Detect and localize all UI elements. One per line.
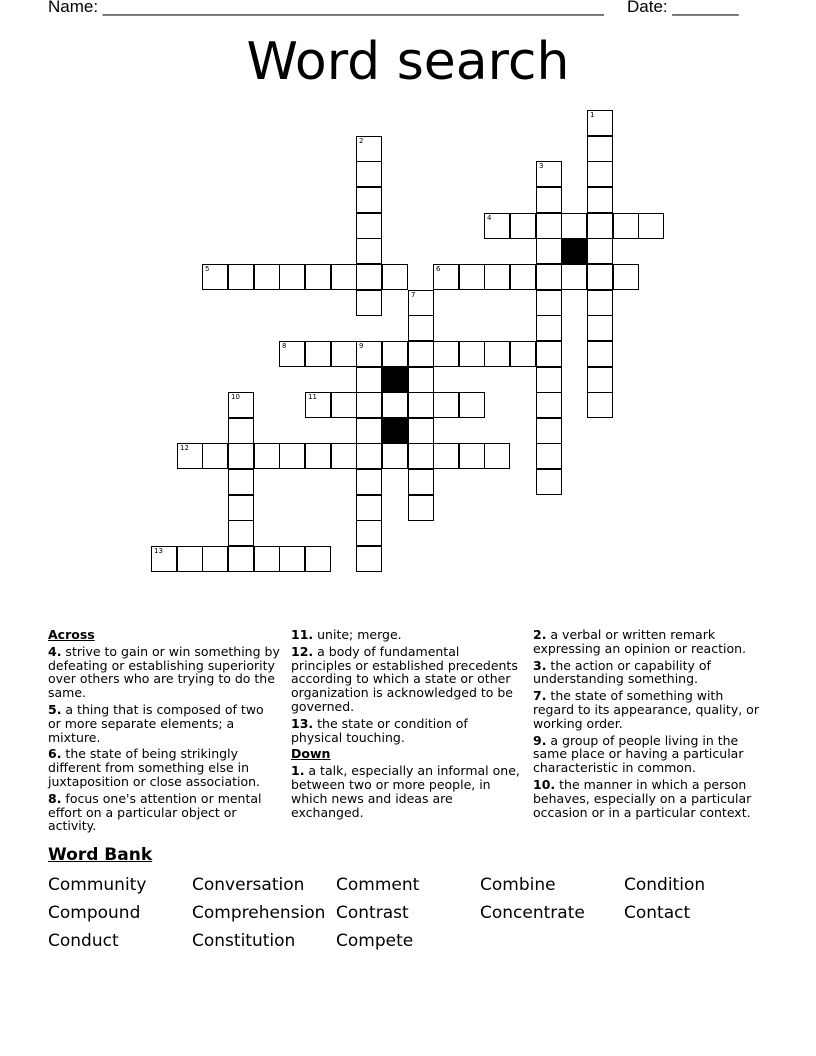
grid-cell[interactable] [587,290,613,316]
grid-cell[interactable] [587,341,613,367]
grid-cell[interactable] [536,213,562,239]
grid-cell[interactable] [228,520,254,546]
clue-down-2: 2. a verbal or written remark expressing an opinion or reaction. [533,627,747,656]
word-bank-word: Conversation [192,875,305,895]
word-bank-word: Comprehension [192,903,326,923]
grid-cell[interactable] [356,418,382,444]
grid-cell[interactable] [228,264,254,290]
clue-number: 8 [282,342,287,350]
clue-across-12: 12. a body of fundamental principles or established precedents according to which a state or other organization is acknowledged to be governed. [291,643,518,714]
grid-cell[interactable] [408,290,434,316]
grid-cell[interactable] [510,341,536,367]
grid-cell[interactable] [459,264,485,290]
grid-cell[interactable] [177,546,203,572]
grid-cell[interactable] [536,238,562,264]
grid-cell[interactable] [484,264,510,290]
grid-cell[interactable] [356,546,382,572]
grid-cell[interactable] [279,443,305,469]
grid-cell[interactable] [587,392,613,418]
grid-cell[interactable] [331,392,357,418]
clue-down-9: 9. a group of people living in the same place or having a particular characteristic in common. [533,732,744,776]
grid-cell[interactable] [587,213,613,239]
grid-cell[interactable] [305,392,331,418]
grid-cell[interactable] [510,264,536,290]
grid-cell[interactable] [356,213,382,239]
word-bank-word: Comment [336,875,420,895]
clue-number: 12 [180,444,189,452]
clue-down-3: 3. the action or capability of understanding something. [533,657,711,687]
grid-cell[interactable] [587,136,613,162]
grid-cell[interactable] [459,443,485,469]
clues-column-1 [48,628,280,836]
grid-cell[interactable] [279,341,305,367]
grid-cell[interactable] [587,315,613,341]
grid-cell[interactable] [536,367,562,393]
grid-cell[interactable] [433,264,459,290]
grid-cell[interactable] [228,443,254,469]
word-bank-word: Condition [624,875,706,895]
grid-cell[interactable] [356,520,382,546]
grid-cell[interactable] [561,264,587,290]
clue-number: 2 [359,137,364,145]
clue-down-7: 7. the state of something with regard to its appearance, quality, or working order. [533,688,759,731]
grid-cell[interactable] [356,341,382,367]
clue-across-13: 13. the state or condition of physical touching. [291,715,468,745]
grid-cell[interactable] [305,264,331,290]
clues-column-3 [533,628,765,822]
grid-cell[interactable] [305,443,331,469]
grid-cell[interactable] [459,392,485,418]
grid-cell[interactable] [536,392,562,418]
grid-cell[interactable] [228,418,254,444]
word-bank-word: Compete [336,931,414,951]
grid-cell[interactable] [408,495,434,521]
down-heading: Down [291,746,331,762]
grid-cell[interactable] [536,290,562,316]
grid-cell[interactable] [151,546,177,572]
grid-cell[interactable] [536,161,562,187]
grid-cell[interactable] [536,187,562,213]
grid-cell[interactable] [587,238,613,264]
grid-cell[interactable] [561,213,587,239]
grid-cell[interactable] [356,264,382,290]
grid-cell[interactable] [356,469,382,495]
clue-across-4: 4. strive to gain or win something by defeating or establishing superiority over others who are trying to do the same. [48,643,280,701]
clue-number: 10 [231,393,240,401]
across-heading: Across [48,627,95,642]
grid-cell[interactable] [177,443,203,469]
grid-cell[interactable] [638,213,664,239]
grid-cell[interactable] [228,546,254,572]
grid-cell[interactable] [228,392,254,418]
grid-cell[interactable] [536,443,562,469]
clue-number: 3 [539,162,544,170]
word-bank-word: Contact [624,903,691,923]
grid-cell[interactable] [587,187,613,213]
clue-across-8: 8. focus one's attention or mental effort on a particular object or activity. [48,790,262,834]
grid-cell[interactable] [202,264,228,290]
grid-cell[interactable] [202,546,228,572]
grid-cell[interactable] [408,443,434,469]
grid-cell[interactable] [356,161,382,187]
clue-across-11: 11. unite; merge. [291,627,402,642]
grid-cell[interactable] [484,341,510,367]
clue-across-6: 6. the state of being strikingly different from something else in juxtaposition or close association. [48,746,261,789]
clue-number: 11 [308,393,317,401]
grid-cell[interactable] [254,443,280,469]
grid-cell[interactable] [254,546,280,572]
grid-cell[interactable] [613,264,639,290]
word-bank-word: Constitution [192,931,296,951]
grid-cell[interactable] [484,213,510,239]
grid-cell[interactable] [382,443,408,469]
grid-cell[interactable] [382,392,408,418]
grid-cell[interactable] [382,264,408,290]
date-field-label: Date: _______ [627,0,739,16]
grid-cell[interactable] [484,443,510,469]
grid-cell[interactable] [408,418,434,444]
grid-cell[interactable] [408,469,434,495]
black-square [561,238,587,264]
grid-cell[interactable] [356,238,382,264]
clue-across-5: 5. a thing that is composed of two or more separate elements; a mixture. [48,701,264,745]
grid-cell[interactable] [433,443,459,469]
grid-cell[interactable] [356,392,382,418]
grid-cell[interactable] [536,418,562,444]
clue-down-10: 10. the manner in which a person behaves, especially on a particular occasion or in a particular context. [533,776,752,820]
grid-cell[interactable] [408,315,434,341]
grid-cell[interactable] [356,367,382,393]
grid-cell[interactable] [459,341,485,367]
name-field-label: Name: _____________________________________________________ [48,0,604,16]
grid-cell[interactable] [587,110,613,136]
grid-cell[interactable] [536,315,562,341]
word-bank-word: Compound [48,903,141,923]
grid-cell[interactable] [536,469,562,495]
grid-cell[interactable] [331,341,357,367]
clue-number: 5 [205,265,210,273]
clue-number: 1 [590,111,595,119]
word-bank-word: Community [48,875,147,895]
word-bank-title: Word Bank [48,845,153,865]
grid-cell[interactable] [408,392,434,418]
clue-number: 13 [154,547,163,555]
grid-cell[interactable] [408,367,434,393]
grid-cell[interactable] [356,290,382,316]
grid-cell[interactable] [587,264,613,290]
clue-number: 9 [359,342,364,350]
grid-cell[interactable] [587,161,613,187]
grid-cell[interactable] [356,495,382,521]
word-bank-word: Combine [480,875,556,895]
grid-cell[interactable] [305,341,331,367]
word-bank-word: Contrast [336,903,409,923]
clue-number: 6 [436,265,441,273]
grid-cell[interactable] [536,341,562,367]
clue-down-1: 1. a talk, especially an informal one, between two or more people, in which news and ideas are exchanged. [291,763,520,820]
grid-cell[interactable] [279,546,305,572]
grid-cell[interactable] [613,213,639,239]
grid-cell[interactable] [202,443,228,469]
grid-cell[interactable] [587,367,613,393]
grid-cell[interactable] [382,341,408,367]
grid-cell[interactable] [408,341,434,367]
grid-cell[interactable] [331,443,357,469]
black-square [382,367,408,393]
grid-cell[interactable] [356,136,382,162]
grid-cell[interactable] [536,264,562,290]
page-title: Word search [246,32,570,92]
black-square [382,418,408,444]
clue-number: 7 [411,291,416,299]
grid-cell[interactable] [510,213,536,239]
grid-cell[interactable] [433,341,459,367]
grid-cell[interactable] [356,187,382,213]
grid-cell[interactable] [254,264,280,290]
grid-cell[interactable] [331,264,357,290]
grid-cell[interactable] [228,469,254,495]
grid-cell[interactable] [305,546,331,572]
clue-number: 4 [487,214,492,222]
grid-cell[interactable] [228,495,254,521]
clues-column-2 [291,628,523,822]
grid-cell[interactable] [356,443,382,469]
grid-cell[interactable] [279,264,305,290]
word-bank-word: Conduct [48,931,119,951]
word-bank-word: Concentrate [480,903,585,923]
grid-cell[interactable] [433,392,459,418]
